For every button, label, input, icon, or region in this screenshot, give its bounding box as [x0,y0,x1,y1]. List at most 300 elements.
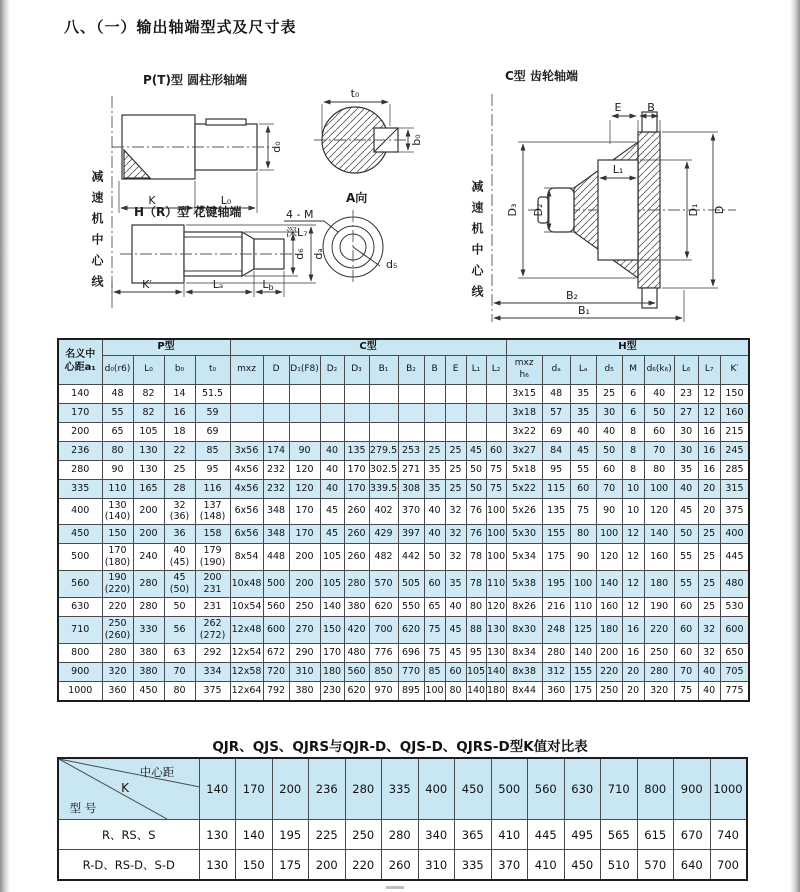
dimension-cell: 70 [644,441,674,460]
dimension-cell: 105 [320,571,344,598]
dimension-cell: 560 [263,597,289,616]
col-header: mxz h₆ [506,355,542,384]
table-row [58,643,749,662]
dimension-cell: 230 [320,681,344,701]
dimension-cell: 28 [164,479,195,498]
k-value-cell: 140 [236,820,273,850]
col-header: Lₐ [570,355,596,384]
dimension-cell: 650 [720,643,749,662]
dimension-cell: 792 [263,681,289,701]
dimension-cell: 375 [720,498,749,525]
dimension-cell: 25 [445,460,466,479]
dimension-cell: 10 [622,498,644,525]
dimension-cell: 51.5 [195,384,230,403]
dimension-cell: 505 [398,571,424,598]
dimension-cell: 550 [398,597,424,616]
k-header-row [58,758,747,820]
dimension-cell: 5x26 [506,498,542,525]
table-row [58,479,749,498]
k-column-header: 450 [455,758,492,820]
k-value-cell: 410 [491,820,528,850]
k-value-cell: 365 [455,820,492,850]
dimension-cell: 10x54 [230,597,263,616]
dimension-cell: 110 [102,479,133,498]
dimension-cell [486,384,506,403]
dimension-cell: 308 [398,479,424,498]
dimension-cell: 150 [320,616,344,643]
dimension-cell: 48 [542,384,570,403]
table-row [58,460,749,479]
dimension-cell: 705 [720,662,749,681]
dimension-cell: 50 [674,525,698,544]
dimension-cell: 100 [424,681,445,701]
k-column-header: 170 [236,758,273,820]
dimension-cell: 40 [698,681,720,701]
dimension-cell: 260 [344,498,369,525]
dimension-cell: 200 231 [195,571,230,598]
dimension-cell: 775 [720,681,749,701]
k-value-cell: 340 [418,820,455,850]
dimension-cell: 95 [466,643,486,662]
dimension-cell: 8x54 [230,544,263,571]
k-comparison-table [57,757,748,881]
dimension-cell: 8x44 [506,681,542,701]
table-row [58,441,749,460]
dimension-cell: 75 [424,616,445,643]
dimension-cell: 140 [58,384,102,403]
dimension-cell: 12 [622,597,644,616]
dimension-cell: 90 [596,498,622,525]
dimension-cell: 105 [320,544,344,571]
centerline-caption-left: 减速机中心线 [90,170,104,296]
k-column-header: 630 [564,758,601,820]
dimension-cell: 4x56 [230,479,263,498]
dimension-cell: 500 [263,571,289,598]
centerline-caption-right: 减速机中心线 [470,180,484,306]
table-row [58,681,749,701]
dimension-cell: 12 [698,403,720,422]
k-column-header: 800 [637,758,674,820]
dimension-cell: 175 [542,544,570,571]
dimension-cell: 12x54 [230,643,263,662]
dimension-cell [466,422,486,441]
dimension-cell: 200 [133,498,164,525]
dimension-cell: 137 (148) [195,498,230,525]
diagonal-corner [59,759,200,819]
dimension-cell: 140 [466,681,486,701]
dimension-cell: 40 [320,441,344,460]
dimension-cell: 120 [596,544,622,571]
dimension-cell: 78 [466,571,486,598]
dimension-cell: 32 [445,498,466,525]
col-header: d₅ [596,355,622,384]
k-value-cell: 740 [710,820,747,850]
dimension-cell: 40 [424,498,445,525]
dimension-cell: 120 [289,479,320,498]
dimension-cell: 140 [570,643,596,662]
dimension-cell [263,422,289,441]
dimension-cell: 25 [698,597,720,616]
dimension-cell: 32 [445,544,466,571]
dimension-cell: 130 [133,441,164,460]
k-value-cell: 200 [309,850,346,881]
dimension-cell: 292 [195,643,230,662]
col-header: B₂ [398,355,424,384]
dimension-cell: 16 [622,643,644,662]
dimension-cell: 900 [58,662,102,681]
dimension-cell: 190 (220) [102,571,133,598]
dimension-cell [344,384,369,403]
dimension-cell: 59 [195,403,230,422]
col-header: L₀ [133,355,164,384]
dimension-cell: 260 [344,525,369,544]
dimension-cell [369,422,398,441]
dimension-cell: 250 [289,597,320,616]
dimension-cell: 35 [674,460,698,479]
dimension-cell: 180 [644,571,674,598]
dimension-cell: 35 [570,403,596,422]
dimension-cell: 90 [289,441,320,460]
dim-D3: D₃ [506,203,519,217]
page-title: 八、（一）输出轴端型式及尺寸表 [64,18,297,36]
dimension-cell: 448 [263,544,289,571]
dimension-cell: 312 [542,662,570,681]
dim-d0: d₀ [270,141,283,153]
dimension-cell [230,384,263,403]
dimension-cell: 380 [289,681,320,701]
col-header: mxz [230,355,263,384]
dimension-cell: 45 [445,643,466,662]
dimension-cell: 170 [320,643,344,662]
col-header: dₐ [542,355,570,384]
dimension-cell: 25 [424,441,445,460]
dimension-cell: 180 [596,616,622,643]
dimension-cell: 25 [445,441,466,460]
col-header: L₆ [674,355,698,384]
dimension-cell: 85 [424,662,445,681]
table-row [58,571,749,598]
dimension-cell: 16 [698,422,720,441]
dimension-cell [424,384,445,403]
dimension-cell: 35 [424,479,445,498]
col-header: M [622,355,644,384]
dimension-cell: 5x38 [506,571,542,598]
dimension-cell: 620 [398,616,424,643]
dimension-cell: 75 [424,643,445,662]
dimension-cell: 800 [58,643,102,662]
dimension-cell: 280 [644,662,674,681]
dimension-cell: 400 [58,498,102,525]
k-value-cell: 130 [199,850,236,881]
dimension-cell: 348 [263,525,289,544]
dimension-cell: 40 [698,662,720,681]
dimension-cell: 155 [570,662,596,681]
dimension-cell: 770 [398,662,424,681]
dimension-cell [466,403,486,422]
dimension-cell [320,384,344,403]
dimension-cell: 280 [344,571,369,598]
dimension-cell: 60 [424,571,445,598]
dimension-cell [369,403,398,422]
k-column-header: 900 [674,758,711,820]
dimension-cell: 970 [369,681,398,701]
dimension-cell: 60 [596,460,622,479]
k-table-row [58,820,747,850]
dimension-cell: 27 [674,403,698,422]
dimension-cell [344,422,369,441]
dimension-cell: 220 [644,616,674,643]
dimension-cell [445,384,466,403]
dimension-cell: 90 [570,544,596,571]
dimension-cell [263,403,289,422]
dimension-cell: 95 [195,460,230,479]
dimension-cell: 80 [164,681,195,701]
dimension-cell [424,403,445,422]
dimension-cell: 420 [344,616,369,643]
k-column-header: 710 [601,758,638,820]
dimension-cell: 216 [542,597,570,616]
dimension-cell: 60 [674,616,698,643]
dimension-cell: 16 [622,616,644,643]
dimension-cell: 397 [398,525,424,544]
dimension-cell: 250 [596,681,622,701]
dimension-cell: 140 [596,571,622,598]
dimension-cell: 75 [486,460,506,479]
dimension-cell: 380 [133,643,164,662]
dimension-cell: 10 [622,479,644,498]
corner-header: 名义中 心距a₁ [58,339,102,384]
dim-L0: L₀ [220,194,232,207]
dimension-cell [230,403,263,422]
dimension-cell: 35 [424,460,445,479]
dimension-cell: 442 [398,544,424,571]
dimension-cell: 280 [58,460,102,479]
dimension-cell: 32 [445,525,466,544]
dimension-cell: 130 (140) [102,498,133,525]
table-row [58,422,749,441]
dimension-cell: 179 (190) [195,544,230,571]
dimension-cell: 190 [644,597,674,616]
dimension-cell: 160 [644,544,674,571]
dimension-cell: 82 [133,403,164,422]
k-value-cell: 130 [199,820,236,850]
dimension-cell: 75 [486,479,506,498]
dimension-cell [369,384,398,403]
dimension-cell: 40 (45) [164,544,195,571]
dimension-cell: 95 [542,460,570,479]
pt-title: P(T)型 圆柱形轴端 [143,73,248,87]
dimension-cell: 130 [486,616,506,643]
dimension-cell: 65 [424,597,445,616]
k-value-cell: 495 [564,820,601,850]
dimension-cell: 56 [164,616,195,643]
dimension-cell: 40 [674,479,698,498]
dimension-cell [486,403,506,422]
corner-label-center-distance: 中心距 [139,765,175,779]
dimension-cell: 279.5 [369,441,398,460]
dimension-cell: 45 [674,498,698,525]
k-column-header: 1000 [710,758,747,820]
dimension-cell: 40 [424,525,445,544]
dimension-cell: 25 [164,460,195,479]
dimension-cell: 175 [570,681,596,701]
dimension-cell: 90 [102,460,133,479]
dimension-cell: 370 [398,498,424,525]
corner-label-model: 型 号 [69,801,97,815]
dimension-cell [320,403,344,422]
dimension-cell: 850 [369,662,398,681]
c-title: C型 齿轮轴端 [505,69,578,83]
dimension-cell: 80 [445,681,466,701]
table-row [58,384,749,403]
dimension-cell: 170 [289,498,320,525]
dimension-cell: 375 [195,681,230,701]
dimension-cell [445,403,466,422]
k-value-cell: 670 [674,820,711,850]
col-header: D [263,355,289,384]
dimension-cell: 270 [289,616,320,643]
k-value-cell: 175 [272,850,309,881]
dimension-cell: 236 [58,441,102,460]
col-header: B [424,355,445,384]
dimension-cell: 232 [263,479,289,498]
dimension-cell: 12 [622,571,644,598]
dimension-cell: 445 [720,544,749,571]
dimension-cell: 65 [102,422,133,441]
group-P: P型 [102,339,230,355]
dimension-cell: 215 [720,422,749,441]
dimension-cell: 110 [570,597,596,616]
table-row [58,662,749,681]
dimension-cell: 60 [486,441,506,460]
dimension-cell: 20 [698,498,720,525]
dimension-cell: 55 [674,544,698,571]
dimension-cell: 220 [596,662,622,681]
dim-b0: b₀ [410,134,423,146]
dimension-cell: 280 [102,643,133,662]
col-header: L₁ [466,355,486,384]
dimension-cell: 280 [133,597,164,616]
k-column-header: 140 [199,758,236,820]
dimension-cell: 5x18 [506,460,542,479]
dimension-cell: 450 [58,525,102,544]
dimension-cell: 30 [674,422,698,441]
k-column-header: 500 [491,758,528,820]
dimension-cell: 16 [164,403,195,422]
dimension-cell: 285 [720,460,749,479]
dimension-table-body [58,384,749,701]
dimension-cell: 402 [369,498,398,525]
dimension-cell: 76 [466,525,486,544]
dimension-cell: 10x48 [230,571,263,598]
dimension-cell [486,422,506,441]
dimension-cell: 170 [289,525,320,544]
dimension-cell: 30 [674,441,698,460]
dimension-cell: 560 [344,662,369,681]
group-header-row [58,339,749,355]
dim-d6: d₆ [293,248,306,260]
dimension-cell: 12 [698,384,720,403]
dimension-cell: 35 [445,571,466,598]
dimension-cell: 50 [164,597,195,616]
dimension-cell: 45 (50) [164,571,195,598]
dimension-cell [263,384,289,403]
dimension-cell: 120 [486,597,506,616]
dimension-cell: 120 [289,460,320,479]
dimension-cell: 3x18 [506,403,542,422]
dimension-cell: 22 [164,441,195,460]
a-view-drawing [284,190,397,285]
col-header: E [445,355,466,384]
dimension-cell: 480 [344,643,369,662]
dimension-cell: 14 [164,384,195,403]
col-header: D₂ [320,355,344,384]
dimension-cell: 40 [644,384,674,403]
dimension-cell: 45 [445,616,466,643]
dimension-cell: 135 [344,441,369,460]
key-section-drawing [314,87,423,173]
col-header: B₁ [369,355,398,384]
dimension-cell: 339.5 [369,479,398,498]
dimension-cell: 231 [195,597,230,616]
dimension-cell: 271 [398,460,424,479]
model-label: R-D、RS-D、S-D [58,850,199,881]
k-value-cell: 260 [382,850,419,881]
dimension-cell: 100 [570,571,596,598]
dimension-cell: 50 [424,544,445,571]
col-header: b₀ [164,355,195,384]
dimension-cell: 105 [133,422,164,441]
k-value-cell: 220 [345,850,382,881]
col-header: K′ [720,355,749,384]
k-value-cell: 565 [601,820,638,850]
k-column-header: 236 [309,758,346,820]
group-H: H型 [506,339,749,355]
dim-D2: D₂ [532,203,545,217]
callout-depth-L7: 深L₇ [286,226,308,239]
dimension-cell: 60 [674,643,698,662]
table-row [58,616,749,643]
dimension-cell [230,422,263,441]
dimension-cell: 32 [698,643,720,662]
dimension-cell: 720 [263,662,289,681]
dimension-cell: 6x56 [230,525,263,544]
dimension-cell: 18 [164,422,195,441]
k-corner-cell [58,758,199,820]
dimension-cell: 200 [133,525,164,544]
dimension-cell: 160 [720,403,749,422]
dimension-cell: 45 [570,441,596,460]
dimension-cell [344,403,369,422]
dimension-cell: 12 [622,525,644,544]
dimension-cell: 482 [369,544,398,571]
dim-B2: B₂ [566,289,578,302]
dimension-cell: 5x22 [506,479,542,498]
dimension-cell: 8 [622,460,644,479]
dim-D1: D₁ [687,203,700,217]
dimension-cell: 3x15 [506,384,542,403]
dimension-cell: 8x38 [506,662,542,681]
dimension-cell: 480 [720,571,749,598]
dimension-cell: 1000 [58,681,102,701]
dimension-cell: 240 [133,544,164,571]
k-value-cell: 570 [637,850,674,881]
dimension-cell [289,403,320,422]
dimension-cell: 75 [674,681,698,701]
dimension-cell: 12x58 [230,662,263,681]
dimension-cell: 50 [466,479,486,498]
k-value-cell: 640 [674,850,711,881]
